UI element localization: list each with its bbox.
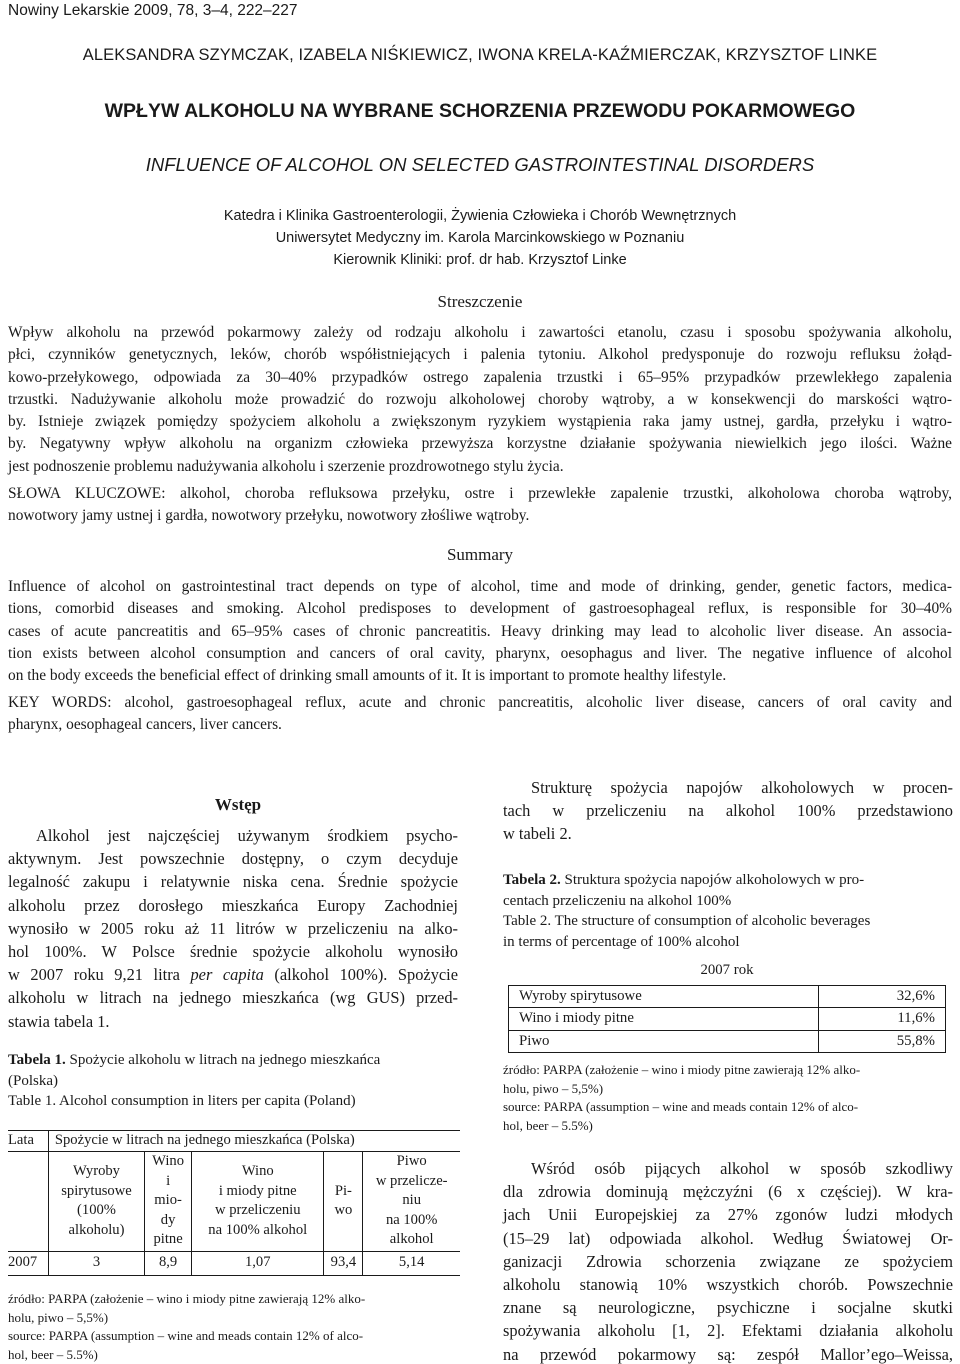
affiliation-university: Uniwersytet Medyczny im. Karola Marcinkowskiego w Poznaniu bbox=[275, 230, 685, 246]
table2-caption-pl-2: centach przeliczeniu na alkohol 100% bbox=[503, 892, 732, 909]
affiliation bbox=[0, 205, 960, 271]
table1-col-wine-converted: Wino i miody pitne w przeliczeniu na 100% alkohol bbox=[192, 1151, 324, 1251]
affiliation-department: Katedra i Klinika Gastroenterologii, Żywienia Człowieka i Chorób Wewnętrznych bbox=[223, 208, 737, 224]
summary-line: Influence of alcohol on gastrointestinal tract depends on type of alcohol, time and mode of drinking, gender, genetic factors, medica- bbox=[8, 578, 952, 595]
keywords-en-line: KEY WORDS: alcohol, gastroesophageal reflux, acute and chronic pancreatitis, alcoholic liver disease, cancers of oral cavity and bbox=[8, 694, 952, 711]
title-english: INFLUENCE OF ALCOHOL ON SELECTED GASTROINTESTINAL DISORDERS bbox=[145, 154, 815, 175]
key-words bbox=[8, 692, 952, 737]
table2-source-line: source: PARPA (assumption – wine and meads contain 12% of alco- bbox=[503, 1099, 859, 1115]
summary-line: tion exists between alcohol consumption and cancers of oral cavity, pharynx, oesophagus and liver. The negative influence of alcohol bbox=[8, 644, 952, 662]
streszczenie-heading: Streszczenie bbox=[437, 292, 523, 311]
table1-caption-pl-2: (Polska) bbox=[8, 1072, 58, 1089]
streszczenie-body bbox=[8, 322, 952, 478]
right-body-line: znane są neurologiczne, psychiczne i socjalne skutki bbox=[503, 1298, 953, 1318]
right-intro-line: tach w przeliczeniu na alkohol 100% przedstawiono bbox=[503, 801, 953, 821]
table2-caption bbox=[503, 870, 953, 952]
right-body-line: Wśród osób pijących alkohol w sposób szkodliwy bbox=[531, 1159, 953, 1178]
slowa-kluczowe bbox=[8, 483, 952, 528]
table2 bbox=[508, 960, 946, 1053]
right-intro-line: Strukturę spożycia napojów alkoholowych w procen- bbox=[531, 778, 953, 797]
table2-source-line: holu, piwo – 5,5%) bbox=[503, 1080, 604, 1096]
table1-cell: 1,07 bbox=[192, 1251, 324, 1275]
table1-source-line: źródło: PARPA (założenie – wino i miody pitne zawierają 12% alko- bbox=[8, 1291, 366, 1306]
right-intro-line: w tabeli 2. bbox=[503, 824, 572, 844]
table2-source bbox=[503, 1061, 955, 1135]
table-row bbox=[509, 1030, 946, 1053]
title-polish: WPŁYW ALKOHOLU NA WYBRANE SCHORZENIA PRZEWODU POKARMOWEGO bbox=[104, 100, 856, 122]
streszczenie-line: kowo-przełykowego, odpowiada za 30–40% przypadków ostrego zapalenia trzustki i 65–95% przypadków przewlekłego zapalenia bbox=[8, 368, 952, 386]
table1-head-lata: Lata bbox=[8, 1131, 48, 1152]
right-intro bbox=[503, 776, 953, 846]
right-body-line: spożywania alkoholu [1, 2]. Efektami działania alkoholu bbox=[503, 1321, 953, 1341]
streszczenie-line: jest podnoszenie problemu nadużywania alkoholu i szerzenie prozdrowotnego stylu życia. bbox=[8, 457, 564, 475]
table1-cell: 5,14 bbox=[363, 1251, 460, 1275]
table2-source-line: źródło: PARPA (założenie – wino i miody pitne zawierają 12% alko- bbox=[503, 1062, 861, 1077]
keywords-pl-line: nowotwory jamy ustnej i gardła, nowotwory przełyku, nowotwory złośliwe wątroby. bbox=[8, 507, 530, 525]
wstep-line: w 2007 roku 9,21 litra per capita (alkohol 100%). Spożycie bbox=[8, 965, 458, 985]
table2-label: Wyroby spirytusowe bbox=[509, 985, 819, 1008]
table1-caption-en: Table 1. Alcohol consumption in liters per capita (Poland) bbox=[8, 1093, 356, 1109]
table1-col-beer: Pi- wo bbox=[324, 1151, 363, 1251]
table1-source bbox=[8, 1290, 460, 1364]
right-body-line: jach Unii Europejskiej za 27% zgonów ludzi młodych bbox=[503, 1205, 953, 1225]
right-body-line: alkoholu stanowią 10% wszystkich chorób. Powszechnie bbox=[503, 1275, 953, 1295]
table1-cell: 2007 bbox=[8, 1251, 48, 1275]
table1-col-wine: Wino i mio- dy pitne bbox=[145, 1151, 192, 1251]
table2-value: 32,6% bbox=[818, 985, 946, 1008]
table1-caption bbox=[8, 1050, 460, 1112]
affiliation-head: Kierownik Kliniki: prof. dr hab. Krzysztof Linke bbox=[333, 252, 627, 268]
wstep-line: alkoholu w litrach na jednego mieszkańca (wg GUS) przed- bbox=[8, 988, 458, 1008]
table-row bbox=[509, 1008, 946, 1031]
table1 bbox=[8, 1130, 460, 1276]
table-row bbox=[509, 985, 946, 1008]
streszczenie-line: by. Istnieje związek pomiędzy spożyciem alkoholu a zwiększonym ryzykiem wystąpienia raka jamy ustnej, gardła, przełyku i wątro- bbox=[8, 413, 952, 431]
streszczenie-line: trzustki. Nadużywanie alkoholu może prowadzić do rozwoju alkoholowej choroby wątroby, a w konsekwencji do marskości wątro- bbox=[8, 390, 952, 408]
table1-col-beer-converted: Piwo w przelicze- niu na 100% alkohol bbox=[363, 1151, 460, 1251]
right-body-line: na przewód pokarmowy są: zespół Mallor’ego–Weissa, bbox=[503, 1344, 953, 1364]
table2-value: 11,6% bbox=[818, 1008, 946, 1031]
table1-cell: 3 bbox=[48, 1251, 144, 1275]
streszczenie-line: płci, czynników genetycznych, leków, chorób współistniejących i palenia tytoniu. Alkohol predysponuje do rozwoju refluksu żołąd- bbox=[8, 346, 952, 364]
table1-head-empty bbox=[8, 1151, 48, 1251]
table2-label: Piwo bbox=[509, 1030, 819, 1053]
summary-line: on the body exceeds the beneficial effect of drinking small amounts of it. It is important to promote healthy lifestyle. bbox=[8, 667, 727, 685]
table2-value: 55,8% bbox=[818, 1030, 946, 1053]
summary-heading: Summary bbox=[446, 545, 514, 564]
table1-cell: 8,9 bbox=[145, 1251, 192, 1275]
table2-caption-pl: Tabela 2. Struktura spożycia napojów alkoholowych w pro- bbox=[503, 872, 865, 888]
keywords-pl-line: SŁOWA KLUCZOWE: alkohol, choroba refluksowa przełyku, ostre i przewlekłe zapalenie trzustki, alkoholowa choroba wątroby, bbox=[8, 485, 952, 502]
wstep-line: Alkohol jest najczęściej używanym środkiem psycho- bbox=[36, 826, 458, 845]
authors: ALEKSANDRA SZYMCZAK, IZABELA NIŚKIEWICZ, IWONA KRELA-KAŹMIERCZAK, KRZYSZTOF LINKE bbox=[82, 46, 878, 64]
table1-col-spirits: Wyroby spirytusowe (100% alkoholu) bbox=[48, 1151, 144, 1251]
wstep-heading: Wstęp bbox=[214, 795, 262, 814]
right-body bbox=[503, 1157, 953, 1364]
summary-line: cases of acute pancreatitis and 65–95% cases of chronic pancreatitis. Heavy drinking may lead to alcoholic liver disease. An associa- bbox=[8, 622, 952, 640]
wstep-line: stawia tabela 1. bbox=[8, 1011, 110, 1031]
table1-head-group: Spożycie w litrach na jednego mieszkańca (Polska) bbox=[48, 1131, 460, 1152]
table2-header: 2007 rok bbox=[509, 960, 946, 985]
right-body-line: (15–29 lat) odpowiada alkohol. Według Światowej Or- bbox=[503, 1228, 953, 1248]
running-head: Nowiny Lekarskie 2009, 78, 3–4, 222–227 bbox=[8, 2, 298, 19]
wstep-line: wynosiło w 2005 roku aż 11 litrów w przeliczeniu na alko- bbox=[8, 918, 458, 938]
right-body-line: dla zdrowia dominują mężczyźni (6 x częściej). W kra- bbox=[503, 1182, 953, 1202]
right-body-line: ganizacji Zdrowia schorzenia związane ze spożyciem bbox=[503, 1251, 953, 1271]
table2-label: Wino i miody pitne bbox=[509, 1008, 819, 1031]
summary-body bbox=[8, 576, 952, 687]
streszczenie-line: Wpływ alkoholu na przewód pokarmowy zależy od rodzaju alkoholu i zawartości etanolu, czasu i sposobu spożywania alkoholu, bbox=[8, 324, 952, 341]
table1-source-line: holu, piwo – 5,5%) bbox=[8, 1309, 109, 1325]
summary-line: tions, comorbid diseases and smoking. Alcohol predisposes to development of gastroesophageal reflux, is responsible for 30–40% bbox=[8, 600, 952, 618]
wstep-body bbox=[8, 824, 458, 1033]
table1-caption-pl: Tabela 1. Spożycie alkoholu w litrach na jednego mieszkańca bbox=[8, 1052, 381, 1068]
table1-cell: 93,4 bbox=[324, 1251, 363, 1275]
table2-source-line: hol, beer – 5.5%) bbox=[503, 1117, 593, 1133]
wstep-line: hol 100%. W Polsce średnie spożycie alkoholu wynosiło bbox=[8, 942, 458, 962]
wstep-line: aktywnym. Jest powszechnie dostępny, o czym decyduje bbox=[8, 849, 458, 869]
table2-caption-en-2: in terms of percentage of 100% alcohol bbox=[503, 933, 740, 950]
wstep-line: alkoholu przez dorosłego mieszkańca Europy Zachodniej bbox=[8, 895, 458, 915]
table1-source-line: source: PARPA (assumption – wine and meads contain 12% of alco- bbox=[8, 1328, 364, 1344]
table2-caption-en: Table 2. The structure of consumption of alcoholic beverages bbox=[503, 913, 871, 929]
keywords-en-line: pharynx, oesophageal cancers, liver cancers. bbox=[8, 716, 282, 734]
streszczenie-line: by. Negatywny wpływ alkoholu na organizm człowieka przewyższa korzystne działanie spożywania niewielkich jego ilości. Ważne bbox=[8, 435, 952, 453]
wstep-line: legalność zakupu i relatywnie niska cena. Średnie spożycie bbox=[8, 872, 458, 892]
table1-source-line: hol, beer – 5.5%) bbox=[8, 1346, 98, 1362]
